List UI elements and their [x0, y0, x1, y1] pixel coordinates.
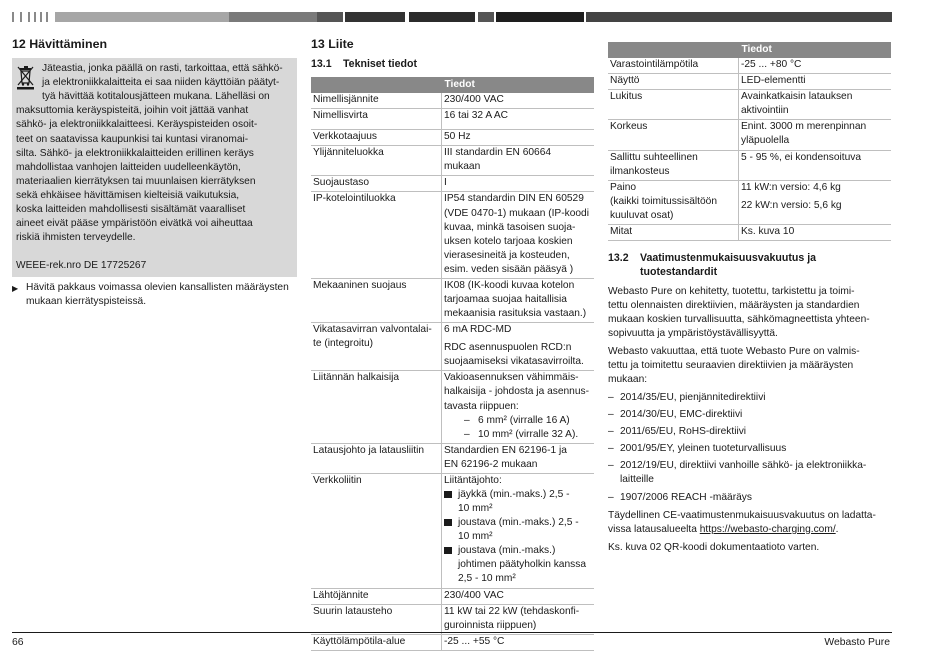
list-item: – 2014/30/EU, EMC-direktiivi — [608, 409, 743, 421]
table-row: Vikatasavirran valvontalai- te (integroitu) 6 mA RDC-MD RDC asennuspuolen RCD:n suojaamiseksi vikatasavirroilta. — [311, 323, 594, 371]
list-item: – 2011/65/EU, RoHS-direktiivi — [608, 426, 747, 438]
table-row: Nimellisvirta 16 tai 32 A AC — [311, 109, 594, 130]
packaging-instruction: ▶ Hävitä pakkaus voimassa olevien kansallisten määräysten mukaan kierrätyspisteissä. — [12, 281, 297, 309]
crossed-bin-icon — [16, 64, 36, 90]
download-paragraph: Täydellinen CE-vaatimustenmukaisuusvakuutus on ladatta- vissa latausalueelta https://webasto-charging.com/. — [608, 509, 876, 535]
table-row: Ylijänniteluokka III standardin EN 60664 mukaan — [311, 146, 594, 176]
weee-registration: WEEE-rek.nro DE 17725267 — [16, 260, 147, 272]
footer-divider — [12, 632, 892, 633]
square-bullet-icon — [444, 519, 452, 526]
list-item: – 2012/19/EU, direktiivi vanhoille sähkö- ja elektroniikka- laitteille — [608, 460, 867, 486]
tech-specs-table — [311, 77, 594, 651]
appendix-section — [311, 36, 594, 651]
section-13-1-heading: 13.1 Tekniset tiedot — [311, 58, 417, 71]
disposal-notice-box — [12, 58, 297, 277]
table-row: Sallittu suhteellinen ilmankosteus 5 - 95 %, ei kondensoituva — [608, 150, 891, 180]
declaration-paragraph: Webasto vakuuttaa, että tuote Webasto Pure on valmis- tettu ja toimitettu seuraavien direktiivien ja määräysten mukaan: — [608, 345, 860, 386]
webasto-charging-link[interactable]: https://webasto-charging.com/ — [699, 523, 836, 535]
directive-list — [608, 391, 891, 505]
table-row: Suurin latausteho 11 kW tai 22 kW (tehdaskonfi- guroinnista riippuen) — [311, 604, 594, 634]
table-row: Suojaustaso I — [311, 176, 594, 192]
table-row: Nimellisjännite 230/400 VAC — [311, 93, 594, 109]
section-13-2-heading: 13.2 Vaatimustenmukaisuusvakuutus ja tuotestandardit — [608, 252, 817, 278]
list-item: – 1907/2006 REACH -määräys — [608, 491, 752, 503]
table-header: Tiedot — [442, 77, 595, 93]
list-item: – 2001/95/EY, yleinen tuoteturvallisuus — [608, 443, 787, 455]
table-row: Korkeus Enint. 3000 m merenpinnan yläpuolella — [608, 120, 891, 150]
footer-brand: Webasto Pure — [824, 637, 890, 648]
section-13-title: 13 Liite — [311, 37, 354, 51]
page-number: 66 — [12, 637, 24, 648]
disposal-notice-text-cont: maksuttomia keräyspisteitä, joihin voit jättää vanhat sähkö- ja elektroniikkalaitteesi. Keräyspisteiden osoit- teet on saatavissa kaupunkisi tai kuntasi viranomai- silta. Sähkö- ja elektroniikkalaitteiden erillinen keräys mahdollistaa vanhojen laitteiden uudelleenkäytön, materiaalien kierrätyksen tai muunlaisen kierrätyksen sekä ehkäisee hävittämisen kielteisiä vaikutuksia, koska laitteiden mahdollisesti sisältämät vaaralliset aineet eivät pääse ympäristöön eivätkä voi aiheuttaa riskiä ihmisten terveydelle. — [16, 105, 258, 244]
table-row: Varastointilämpötila -25 ... +80 °C — [608, 58, 891, 74]
table-row: Lähtöjännite 230/400 VAC — [311, 588, 594, 604]
section-12-title: 12 Hävittäminen — [12, 37, 108, 51]
square-bullet-icon — [444, 547, 452, 554]
table-row: Verkkoliitin Liitäntäjohto: jäykkä (min.-maks.) 2,5 - 10 mm² joustava (min.-maks.) 2,5 - 10 mm² joustava (min.-maks.) johtimen päätyholkin kanssa 2,5 - 10 mm² — [311, 473, 594, 588]
disposal-notice-text: Jäteastia, jonka päällä on rasti, tarkoittaa, että sähkö- ja elektroniikkalaitteita ei saa niiden käyttöiän päätyt- tyä hävittää kotitalousjätteen mukana. Lähelläsi on — [42, 63, 283, 103]
table-row: Lukitus Avainkatkaisin latauksen aktivointiin — [608, 90, 891, 120]
table-row: Mekaaninen suojaus IK08 (IK-koodi kuvaa kotelon tarjoamaa suojaa haitallisia mekaanisia rasituksia vastaan.) — [311, 278, 594, 322]
table-row: Liitännän halkaisija Vakioasennuksen vähimmäis- halkaisija - johdosta ja asennus- tavasta riippuen: – 6 mm² (virralle 16 A) – 10 mm² (virralle 32 A). — [311, 371, 594, 443]
table-header: Tiedot — [739, 42, 892, 58]
table-row: Mitat Ks. kuva 10 — [608, 224, 891, 240]
table-row: Paino (kaikki toimitussisältöön kuuluvat osat) 11 kW:n versio: 4,6 kg 22 kW:n versio: 5,6 kg — [608, 180, 891, 224]
conformity-paragraph: Webasto Pure on kehitetty, tuotettu, tarkistettu ja toimi- tettu olennaisten direktiivien, määräysten ja standardien mukaan koskien turvallisuutta, sähkömagneettista yhteen- sopivuutta ja ympäristöystävällisyyttä. — [608, 285, 870, 339]
table-row: Verkkotaajuus 50 Hz — [311, 130, 594, 146]
qr-reference: Ks. kuva 02 QR-koodi dokumentaatioto varten. — [608, 541, 820, 553]
appendix-section-cont — [608, 42, 891, 559]
square-bullet-icon — [444, 491, 452, 498]
table-row: IP-kotelointiluokka IP54 standardin DIN EN 60529 (VDE 0470-1) mukaan (IP-koodi kuvaa, minkä tasoisen suoja- uksen kotelo tarjoaa koskien vierasesineitä ja kosteuden, esim. veden sisään pääsyä ) — [311, 192, 594, 278]
table-row: Näyttö LED-elementti — [608, 74, 891, 90]
disposal-section — [12, 36, 297, 309]
tech-specs-table-cont — [608, 42, 891, 241]
header-strip — [12, 12, 892, 22]
table-row: Käyttölämpötila-alue -25 ... +55 °C — [311, 634, 594, 650]
list-item: – 2014/35/EU, pienjännitedirektiivi — [608, 392, 766, 404]
arrow-right-icon: ▶ — [12, 284, 19, 294]
table-row: Latausjohto ja latausliitin Standardien EN 62196-1 ja EN 62196-2 mukaan — [311, 443, 594, 473]
